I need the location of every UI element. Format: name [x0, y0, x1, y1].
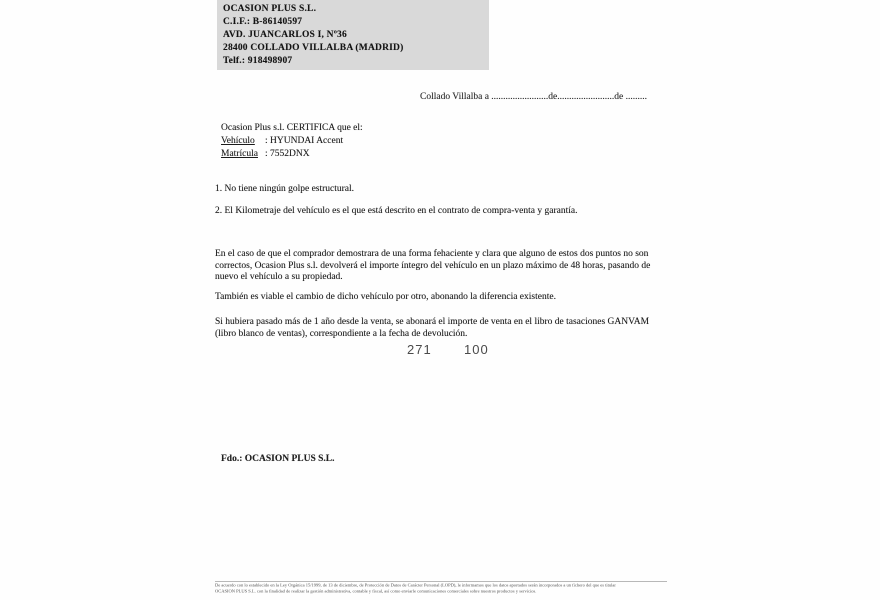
paragraph-ganvam: Si hubiera pasado más de 1 año desde la venta, se abonará el importe de venta en el libro de tasaciones GANVAM (libro blanco de ventas), correspondiente a la fecha de devolución.: [215, 317, 650, 339]
footer-legal-line2: OCASION PLUS S.L. con la finalidad de realizar la gestión administrativa, contable y fiscal, así como enviarle comunicaciones comerciales sobre nuestros productos y servicios.: [215, 588, 537, 594]
overlay-number-100: 100: [464, 342, 489, 357]
vehicle-value: : HYUNDAI Accent: [265, 136, 344, 146]
footer-legal-text: [215, 583, 668, 594]
plate-label: Matrícula: [221, 149, 258, 159]
certificate-block: [221, 122, 363, 161]
clause-mileage: 2. El Kilometraje del vehículo es el que está descrito en el contrato de compra-venta y garantía.: [215, 206, 578, 216]
vehicle-label: Vehículo: [221, 136, 255, 146]
signature-line: Fdo.: OCASION PLUS S.L.: [221, 454, 335, 464]
overlay-number-271: 271: [407, 342, 432, 357]
letterhead-city: 28400 COLLADO VILLALBA (MADRID): [223, 43, 404, 53]
footer-legal-line1: De acuerdo con lo establecido en la Ley Orgánica 15/1999, de 13 de diciembre, de Protección de Datos de Carácter Personal (LOPD), le informamos que los datos aportados serán incorporados a un fichero del que es titular: [215, 583, 616, 589]
certifica-intro: Ocasion Plus s.l. CERTIFICA que el:: [221, 123, 363, 133]
clause-structural: 1. No tiene ningún golpe estructural.: [215, 184, 355, 194]
paragraph-refund: En el caso de que el comprador demostrara de una forma fehaciente y clara que alguno de estos dos puntos no son correctos, Ocasion Plus s.l. devolverá el importe íntegro del vehículo en un plazo máximo de 48 horas, pasando de nuevo el vehículo a su propiedad.: [215, 249, 651, 283]
letterhead-phone: Telf.: 918498907: [223, 56, 293, 66]
vehicle-row: [221, 135, 363, 148]
plate-value: : 7552DNX: [265, 149, 310, 159]
plate-row: [221, 148, 363, 161]
letterhead-company: OCASION PLUS S.L.: [223, 4, 317, 14]
letterhead-block: [217, 0, 489, 70]
paragraph-exchange: También es viable el cambio de dicho vehículo por otro, abonando la diferencia existente.: [215, 292, 556, 302]
date-line: Collado Villalba a ........................de........................de .........: [420, 92, 647, 102]
letterhead-address: AVD. JUANCARLOS I, Nº36: [223, 30, 347, 40]
letterhead-cif: C.I.F.: B-86140597: [223, 17, 303, 27]
footer-divider: [215, 581, 667, 582]
